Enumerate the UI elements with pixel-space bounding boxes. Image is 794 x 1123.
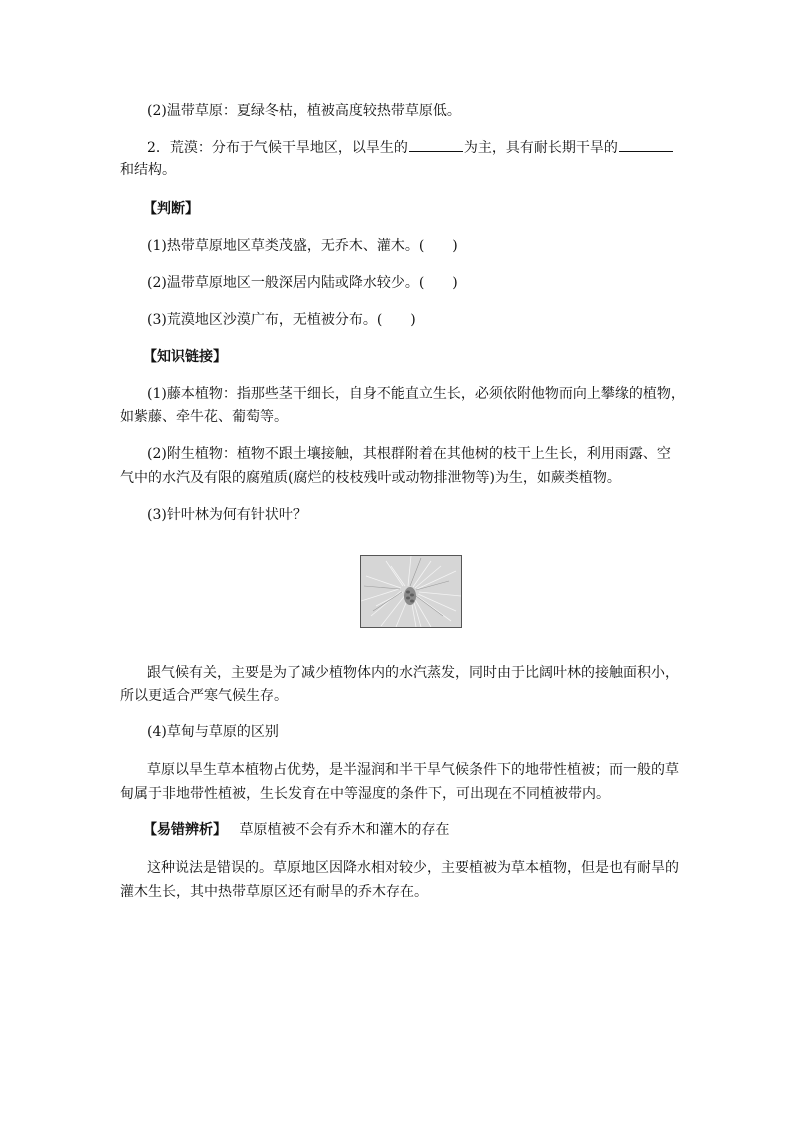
error-title: 草原植被不会有乔木和灌木的存在 bbox=[239, 822, 450, 838]
error-body-line2: 灌木生长，其中热带草原区还有耐旱的乔木存在。 bbox=[120, 884, 428, 900]
knowledge-item-2-line2: 气中的水汽及有限的腐殖质(腐烂的枝枝残叶或动物排泄物等)为生，如蕨类植物。 bbox=[120, 470, 621, 486]
fill-blank-1 bbox=[409, 137, 463, 152]
desert-text-part1: 2．荒漠：分布于气候干旱地区，以旱生的 bbox=[147, 140, 408, 156]
knowledge-item-1-line1: (1)藤本植物：指那些茎干细长，自身不能直立生长，必须依附他物而向上攀缘的植物， bbox=[147, 386, 685, 402]
needle-answer-line1: 跟气候有关，主要是为了减少植物体内的水汽蒸发，同时由于比阔叶林的接触面积小， bbox=[147, 665, 679, 681]
knowledge-item-2-line1: (2)附生植物：植物不跟土壤接触，其根群附着在其他树的枝干上生长，利用雨露、空 bbox=[147, 446, 671, 462]
knowledge-item-1-line2: 如紫藤、牵牛花、葡萄等。 bbox=[120, 409, 288, 425]
error-analysis-line bbox=[143, 820, 449, 840]
pine-needle-photo bbox=[360, 555, 462, 628]
desert-line-1 bbox=[147, 137, 674, 158]
judge-item-2: (2)温带草原地区一般深居内陆或降水较少。( ) bbox=[147, 275, 458, 291]
knowledge-heading: 【知识链接】 bbox=[143, 349, 227, 365]
needle-answer-line2: 所以更适合严寒气候生存。 bbox=[120, 688, 288, 704]
judge-item-3: (3)荒漠地区沙漠广布，无植被分布。( ) bbox=[147, 312, 416, 328]
judge-heading: 【判断】 bbox=[143, 201, 199, 217]
grass-diff-line2: 甸属于非地带性植被，生长发育在中等湿度的条件下，可出现在不同植被带内。 bbox=[120, 786, 610, 802]
desert-text-part2: 为主，具有耐长期干旱的 bbox=[463, 140, 618, 156]
pine-needle-illustration bbox=[361, 556, 461, 627]
fill-blank-2 bbox=[619, 137, 673, 152]
judge-item-1: (1)热带草原地区草类茂盛，无乔木、灌木。( ) bbox=[147, 238, 458, 254]
grass-diff-line1: 草原以旱生草本植物占优势，是半湿润和半干旱气候条件下的地带性植被；而一般的草 bbox=[147, 762, 679, 778]
grass-diff-heading: (4)草甸与草原的区别 bbox=[147, 724, 279, 740]
desert-line-2: 和结构。 bbox=[120, 162, 176, 178]
error-heading: 【易错辨析】 bbox=[143, 822, 227, 838]
temperate-grassland-text: (2)温带草原：夏绿冬枯，植被高度较热带草原低。 bbox=[147, 103, 461, 119]
error-body-line1: 这种说法是错误的。草原地区因降水相对较少，主要植被为草本植物，但是也有耐旱的 bbox=[147, 860, 679, 876]
knowledge-item-3: (3)针叶林为何有针状叶？ bbox=[147, 507, 307, 523]
